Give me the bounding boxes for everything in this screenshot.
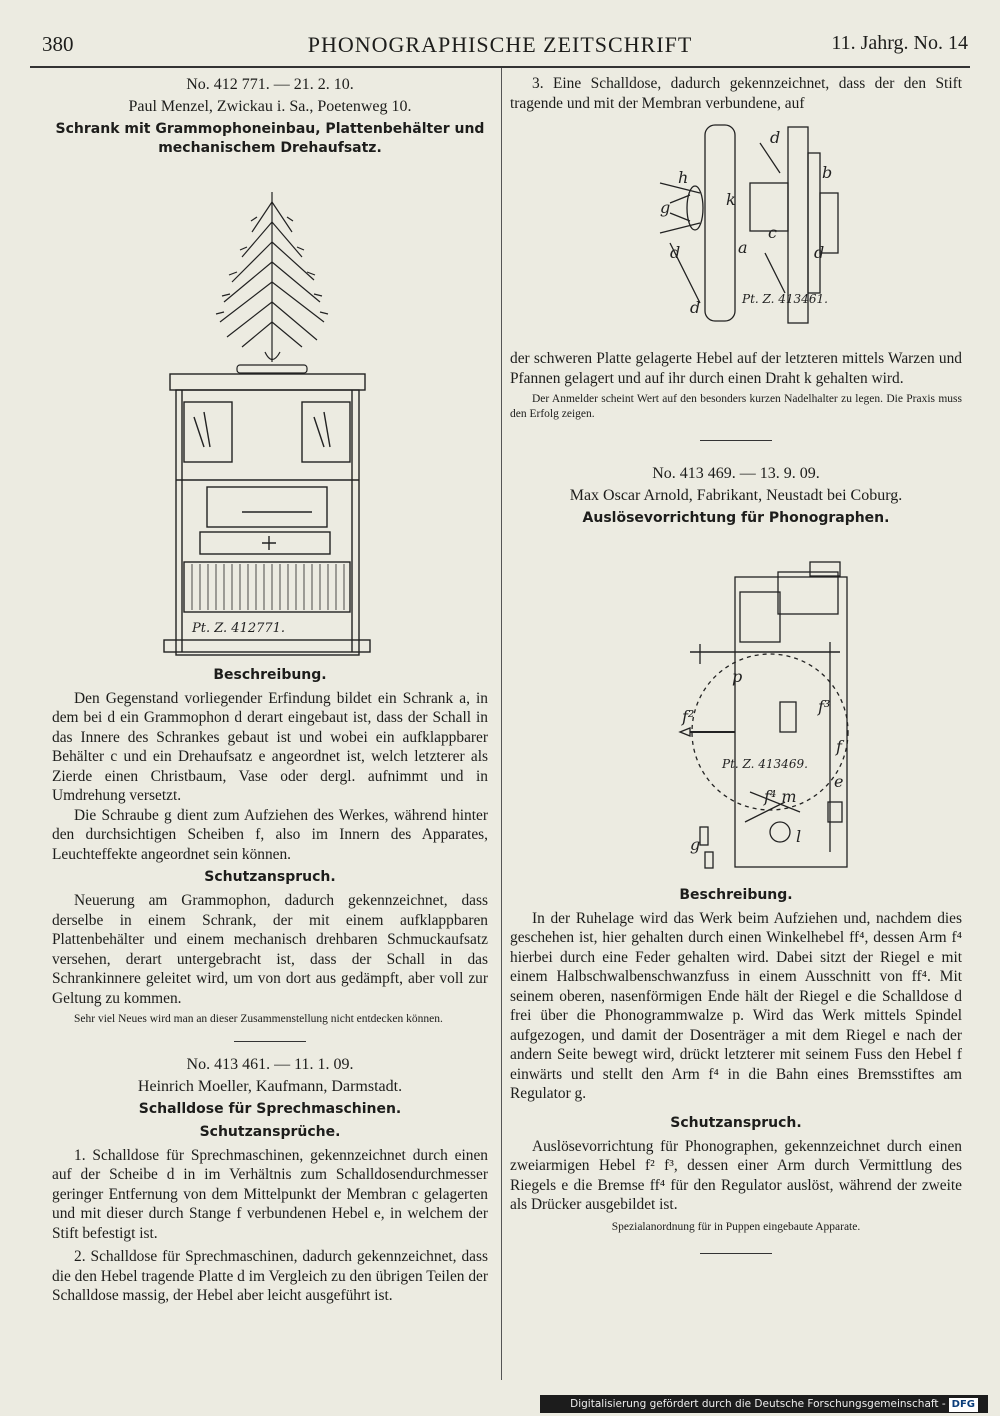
description-paragraph: Die Schraube g dient zum Aufziehen des Werkes, während hinter den durchsichtigen Scheiben f, also im Innern des Apparates, Leuchteffekte angeordnet sein können. (52, 806, 488, 863)
sound-box-figure (510, 113, 962, 349)
svg-text:f: f (836, 736, 842, 756)
claim-heading: Schutzanspruch. (204, 869, 336, 886)
patent-title: Auslösevorrichtung für Phonographen. (582, 510, 890, 526)
section-separator (700, 440, 772, 441)
claim-heading: Schutzanspruch. (670, 1114, 802, 1131)
editor-note: Der Anmelder scheint Wert auf den besonders kurzen Nadelhalter zu legen. Die Praxis muss den Erfolg zeigen. (510, 393, 962, 420)
description-heading: Beschreibung. (679, 886, 793, 903)
description-heading: Beschreibung. (213, 666, 327, 683)
description-paragraph: Den Gegenstand vorliegender Erfindung bildet ein Schrank a, in dem bei d ein Grammophon d derart eingebaut ist, dass der Schall in das Innere des Schrankes gebaut ist und wobei ein aufklappbarer Behälter c und ein Drehaufsatz e angeordnet ist, welch letzterer als Zierde einen Christbaum, Vase oder dergl. aufnimmt und in Umdrehung versetzt. (52, 689, 488, 805)
page-header (30, 28, 970, 64)
page-number: 380 (42, 32, 74, 56)
patent-title: Schrank mit Grammophoneinbau, Plattenbehälter und mechanischem Drehaufsatz. (55, 121, 485, 156)
phonograph-figure (510, 532, 962, 882)
patent-number: No. 412 771. — 21. 2. 10. (186, 76, 354, 93)
svg-text:h: h (678, 168, 689, 187)
header-rule (30, 66, 970, 68)
patent-number: No. 413 461. — 11. 1. 09. (186, 1056, 354, 1074)
svg-text:f²: f² (682, 706, 695, 726)
svg-text:a: a (738, 238, 748, 257)
svg-text:d: d (770, 128, 781, 147)
svg-text:f³: f³ (818, 696, 831, 716)
svg-text:f⁴ m: f⁴ m (764, 786, 797, 806)
section-separator (700, 1253, 772, 1254)
dfg-logo: DFG (949, 1398, 978, 1412)
svg-text:c: c (768, 223, 777, 242)
patent-title: Schalldose für Sprechmaschinen. (138, 1101, 402, 1118)
cabinet-figure (52, 162, 488, 662)
editor-note: Spezialanordnung für in Puppen eingebaute Apparate. (611, 1220, 861, 1233)
footer-text: Digitalisierung gefördert durch die Deutsche Forschungsgemeinschaft - (570, 1398, 946, 1410)
svg-text:l: l (796, 826, 802, 846)
claim-paragraph: 3. Eine Schalldose, dadurch gekennzeichnet, dass der den Stift tragende und mit der Membran verbundene, auf (510, 75, 962, 112)
svg-text:g: g (690, 834, 701, 854)
issue-label: 11. Jahrg. No. 14 (831, 32, 968, 54)
svg-text:e: e (834, 771, 844, 791)
svg-text:d: d (690, 298, 701, 317)
figure-label: Pt. Z. 412771. (192, 620, 286, 636)
figure-label: Pt. Z. 413469. (722, 756, 808, 771)
figure-label: Pt. Z. 413461. (742, 292, 828, 306)
patent-applicant: Heinrich Moeller, Kaufmann, Darmstadt. (137, 1078, 403, 1096)
svg-text:d: d (670, 243, 681, 262)
claim-paragraph: Auslösevorrichtung für Phonographen, gekennzeichnet durch einen zweiarmigen Hebel f² f³, dessen einer Arm durch Vermittlung des Riegels e die Bremse ff⁴ für den Regulator auslöst, während der zweite als Drücker ausgebildet ist. (510, 1137, 962, 1214)
svg-text:k: k (726, 190, 736, 209)
svg-text:b: b (822, 163, 833, 182)
description-paragraph: In der Ruhelage wird das Werk beim Aufziehen und, nachdem dies geschehen ist, hier gehalten durch einen Winkelhebel ff⁴, dessen Arm f⁴ hierbei durch eine Feder gehalten wird. Dabei sitzt der Riegel e mit einem Halbschwalbenschwanzfuss in einem Ausschnitt von ff⁴. Mit seinem oberen, nasenförmigen Ende hält der Riegel e die Schalldose d frei über die Phonogrammwalze p. Wird das Werk mittels Spindel aufgezogen, und damit der Dosenträger a mit dem Riegel e nach der andern Seite bewegt wird, drückt letzterer mit seinem Fuss den Hebel f einwärts und stellt den Arm f⁴ in die Bahn eines Bremsstiftes am Regulator g. (510, 909, 962, 1103)
claim-paragraph: Neuerung am Grammophon, dadurch gekennzeichnet, dass derselbe in einem Schrank, der mit einem aufklappbaren Plattenbehälter und einem mechanisch drehbaren Schmuckaufsatz versehen, derart untergebracht ist, dass der Schall in das Schrankinnere geleitet wird, um von dort aus gedämpft, aber voll zur Geltung zu kommen. (52, 892, 488, 1007)
digitization-footer (540, 1395, 988, 1413)
left-column (52, 74, 488, 1306)
patent-applicant: Paul Menzel, Zwickau i. Sa., Poetenweg 10. (128, 98, 412, 115)
svg-text:g: g (660, 198, 671, 217)
svg-text:d: d (814, 243, 825, 262)
claim-paragraph: 1. Schalldose für Sprechmaschinen, gekennzeichnet durch einen auf der Scheibe d in im Verhältnis zum Schalldosendurchmesser geringer Entfernung von dem Mittelpunkt der Membran c gelagerten und mit dieser durch Stange f verbundenen Hebel e, in welchem der Stift befestigt ist. (52, 1146, 488, 1242)
journal-title: PHONOGRAPHISCHE ZEITSCHRIFT (307, 32, 693, 57)
svg-text:p: p (732, 666, 743, 686)
patent-number: No. 413 469. — 13. 9. 09. (652, 465, 820, 482)
editor-note: Sehr viel Neues wird man an dieser Zusammenstellung nicht entdecken können. (74, 1013, 443, 1026)
section-separator (234, 1041, 306, 1042)
claims-heading: Schutzansprüche. (199, 1123, 341, 1140)
right-column (510, 74, 962, 1268)
column-divider (501, 68, 502, 1380)
continued-paragraph: der schweren Platte gelagerte Hebel auf der letzteren mittels Warzen und Pfannen gelagert und auf ihr durch einen Draht k gehalten wird. (510, 350, 962, 387)
patent-applicant: Max Oscar Arnold, Fabrikant, Neustadt bei Coburg. (569, 487, 903, 504)
claim-paragraph: 2. Schalldose für Sprechmaschinen, dadurch gekennzeichnet, dass die den Hebel tragende Platte d im Vergleich zu den übrigen Teilen der Schalldose massig, der Hebel aber leicht ausgeführt ist. (52, 1248, 488, 1305)
